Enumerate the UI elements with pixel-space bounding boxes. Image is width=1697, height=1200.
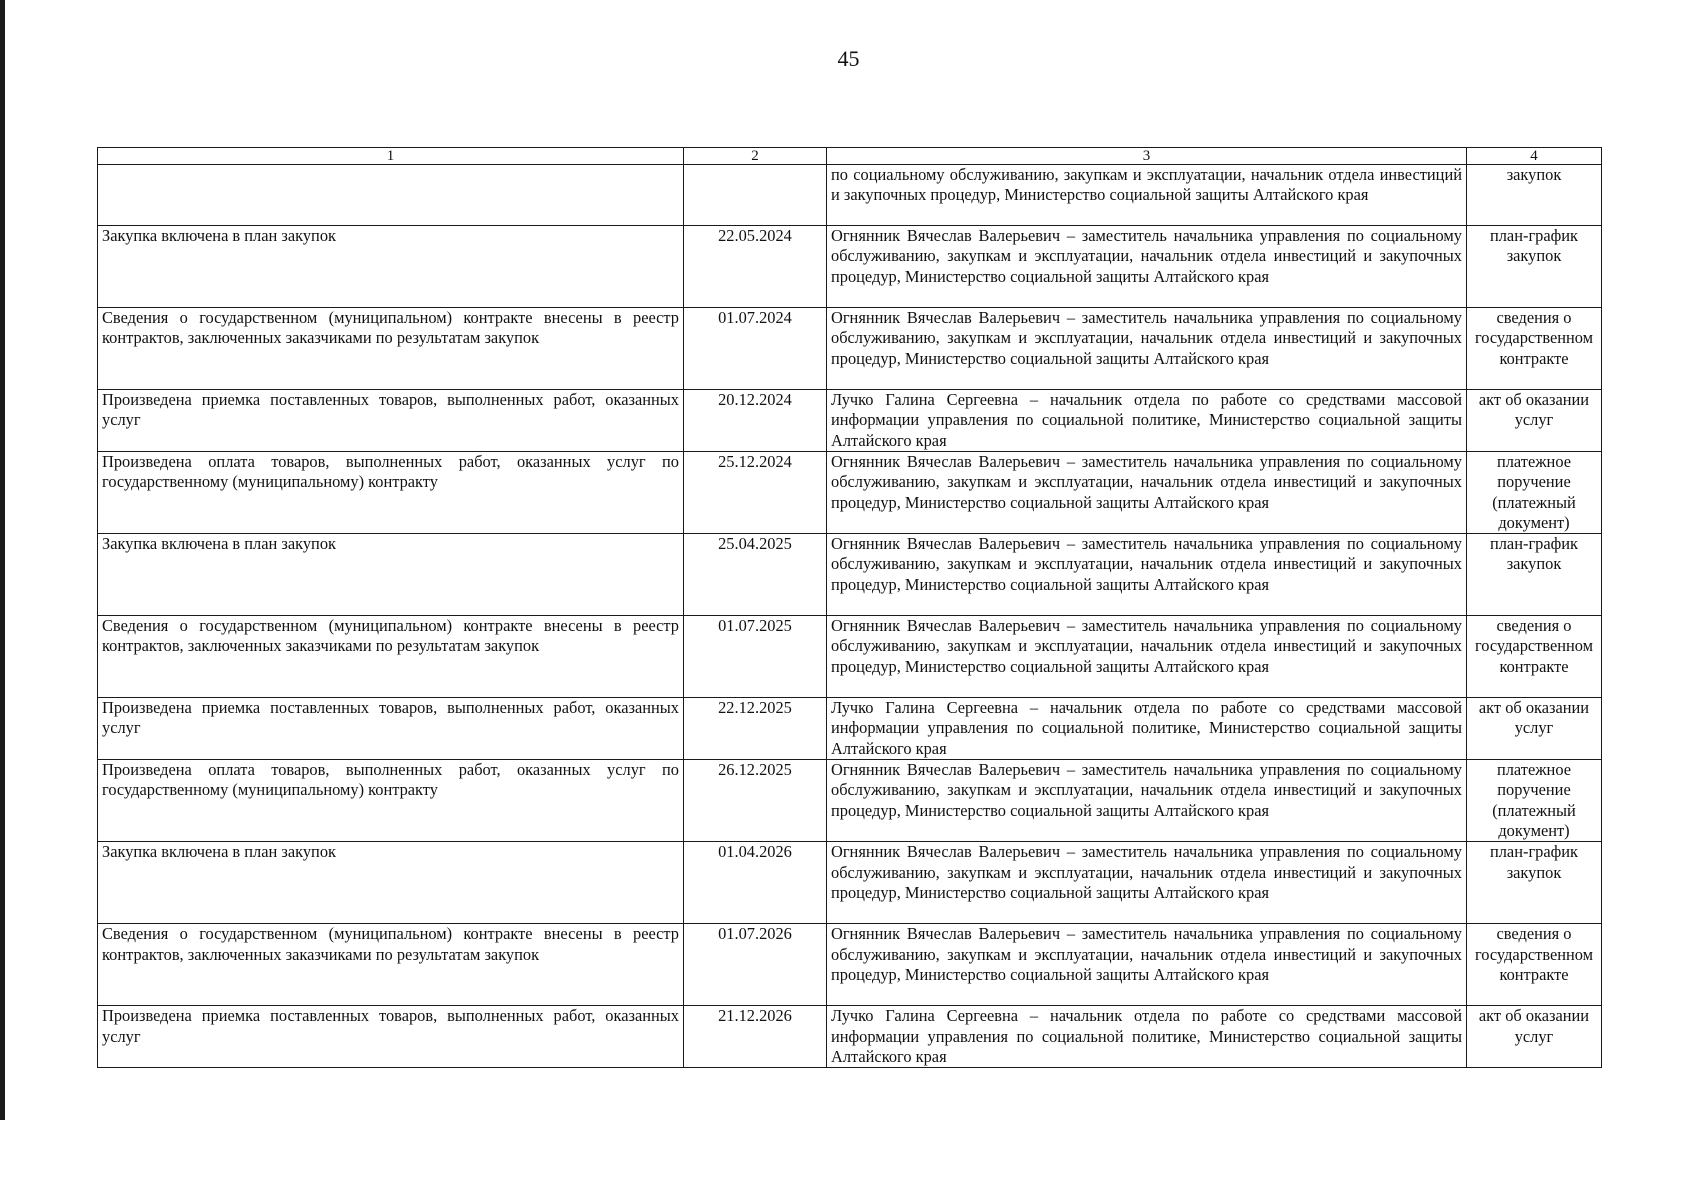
- schedule-table: [97, 147, 1602, 1068]
- date-cell: 01.07.2024: [684, 308, 827, 390]
- date-cell: 01.07.2025: [684, 616, 827, 698]
- date-cell: 20.12.2024: [684, 390, 827, 452]
- event-cell: Сведения о государственном (муниципальном) контракте внесены в реестр контрактов, заключенных заказчиками по результатам закупок: [98, 616, 684, 698]
- document-cell: сведения о государственном контракте: [1467, 308, 1602, 390]
- responsible-cell: Огнянник Вячеслав Валерьевич – заместитель начальника управления по социальному обслуживанию, закупкам и эксплуатации, начальник отдела инвестиций и закупочных процедур, Министерство социальной защиты Алтайского края: [827, 842, 1467, 924]
- responsible-cell: Огнянник Вячеслав Валерьевич – заместитель начальника управления по социальному обслуживанию, закупкам и эксплуатации, начальник отдела инвестиций и закупочных процедур, Министерство социальной защиты Алтайского края: [827, 226, 1467, 308]
- responsible-cell: Лучко Галина Сергеевна – начальник отдела по работе со средствами массовой информации управления по социальной политике, Министерство социальной защиты Алтайского края: [827, 1006, 1467, 1068]
- column-number-2: 2: [684, 148, 827, 165]
- document-cell: закупок: [1467, 165, 1602, 226]
- date-cell: 01.07.2026: [684, 924, 827, 1006]
- table-row: [98, 616, 1602, 698]
- table-row: [98, 390, 1602, 452]
- event-cell: Произведена оплата товаров, выполненных работ, оказанных услуг по государственному (муниципальному) контракту: [98, 452, 684, 534]
- event-cell: Закупка включена в план закупок: [98, 842, 684, 924]
- event-cell: Сведения о государственном (муниципальном) контракте внесены в реестр контрактов, заключенных заказчиками по результатам закупок: [98, 308, 684, 390]
- date-cell: [684, 165, 827, 226]
- responsible-cell: Лучко Галина Сергеевна – начальник отдела по работе со средствами массовой информации управления по социальной политике, Министерство социальной защиты Алтайского края: [827, 698, 1467, 760]
- responsible-cell: Огнянник Вячеслав Валерьевич – заместитель начальника управления по социальному обслуживанию, закупкам и эксплуатации, начальник отдела инвестиций и закупочных процедур, Министерство социальной защиты Алтайского края: [827, 452, 1467, 534]
- table-row: [98, 842, 1602, 924]
- column-number-4: 4: [1467, 148, 1602, 165]
- table-row: [98, 308, 1602, 390]
- table-row: [98, 924, 1602, 1006]
- event-cell: Произведена приемка поставленных товаров, выполненных работ, оказанных услуг: [98, 390, 684, 452]
- responsible-cell: Огнянник Вячеслав Валерьевич – заместитель начальника управления по социальному обслуживанию, закупкам и эксплуатации, начальник отдела инвестиций и закупочных процедур, Министерство социальной защиты Алтайского края: [827, 616, 1467, 698]
- date-cell: 25.12.2024: [684, 452, 827, 534]
- responsible-cell: по социальному обслуживанию, закупкам и эксплуатации, начальник отдела инвестиций и закупочных процедур, Министерство социальной защиты Алтайского края: [827, 165, 1467, 226]
- event-cell: Закупка включена в план закупок: [98, 534, 684, 616]
- table-row: [98, 1006, 1602, 1068]
- document-cell: план-график закупок: [1467, 534, 1602, 616]
- event-cell: Закупка включена в план закупок: [98, 226, 684, 308]
- page-number: 45: [837, 46, 860, 71]
- responsible-cell: Лучко Галина Сергеевна – начальник отдела по работе со средствами массовой информации управления по социальной политике, Министерство социальной защиты Алтайского края: [827, 390, 1467, 452]
- date-cell: 25.04.2025: [684, 534, 827, 616]
- date-cell: 26.12.2025: [684, 760, 827, 842]
- table-row: [98, 452, 1602, 534]
- table-row: [98, 760, 1602, 842]
- document-cell: сведения о государственном контракте: [1467, 924, 1602, 1006]
- date-cell: 21.12.2026: [684, 1006, 827, 1068]
- event-cell: [98, 165, 684, 226]
- column-number-3: 3: [827, 148, 1467, 165]
- table-row: [98, 698, 1602, 760]
- document-cell: акт об оказании услуг: [1467, 1006, 1602, 1068]
- event-cell: Сведения о государственном (муниципальном) контракте внесены в реестр контрактов, заключенных заказчиками по результатам закупок: [98, 924, 684, 1006]
- responsible-cell: Огнянник Вячеслав Валерьевич – заместитель начальника управления по социальному обслуживанию, закупкам и эксплуатации, начальник отдела инвестиций и закупочных процедур, Министерство социальной защиты Алтайского края: [827, 534, 1467, 616]
- document-cell: план-график закупок: [1467, 842, 1602, 924]
- column-number-1: 1: [98, 148, 684, 165]
- table-row: [98, 165, 1602, 226]
- responsible-cell: Огнянник Вячеслав Валерьевич – заместитель начальника управления по социальному обслуживанию, закупкам и эксплуатации, начальник отдела инвестиций и закупочных процедур, Министерство социальной защиты Алтайского края: [827, 760, 1467, 842]
- document-cell: акт об оказании услуг: [1467, 698, 1602, 760]
- document-cell: акт об оказании услуг: [1467, 390, 1602, 452]
- event-cell: Произведена приемка поставленных товаров, выполненных работ, оказанных услуг: [98, 1006, 684, 1068]
- date-cell: 22.05.2024: [684, 226, 827, 308]
- document-cell: платежное поручение (платежный документ): [1467, 760, 1602, 842]
- document-cell: план-график закупок: [1467, 226, 1602, 308]
- scan-edge: [0, 0, 5, 1120]
- event-cell: Произведена оплата товаров, выполненных работ, оказанных услуг по государственному (муниципальному) контракту: [98, 760, 684, 842]
- column-number-row: [98, 148, 1602, 165]
- date-cell: 22.12.2025: [684, 698, 827, 760]
- responsible-cell: Огнянник Вячеслав Валерьевич – заместитель начальника управления по социальному обслуживанию, закупкам и эксплуатации, начальник отдела инвестиций и закупочных процедур, Министерство социальной защиты Алтайского края: [827, 308, 1467, 390]
- document-cell: сведения о государственном контракте: [1467, 616, 1602, 698]
- responsible-cell: Огнянник Вячеслав Валерьевич – заместитель начальника управления по социальному обслуживанию, закупкам и эксплуатации, начальник отдела инвестиций и закупочных процедур, Министерство социальной защиты Алтайского края: [827, 924, 1467, 1006]
- date-cell: 01.04.2026: [684, 842, 827, 924]
- table-row: [98, 226, 1602, 308]
- event-cell: Произведена приемка поставленных товаров, выполненных работ, оказанных услуг: [98, 698, 684, 760]
- document-cell: платежное поручение (платежный документ): [1467, 452, 1602, 534]
- table-row: [98, 534, 1602, 616]
